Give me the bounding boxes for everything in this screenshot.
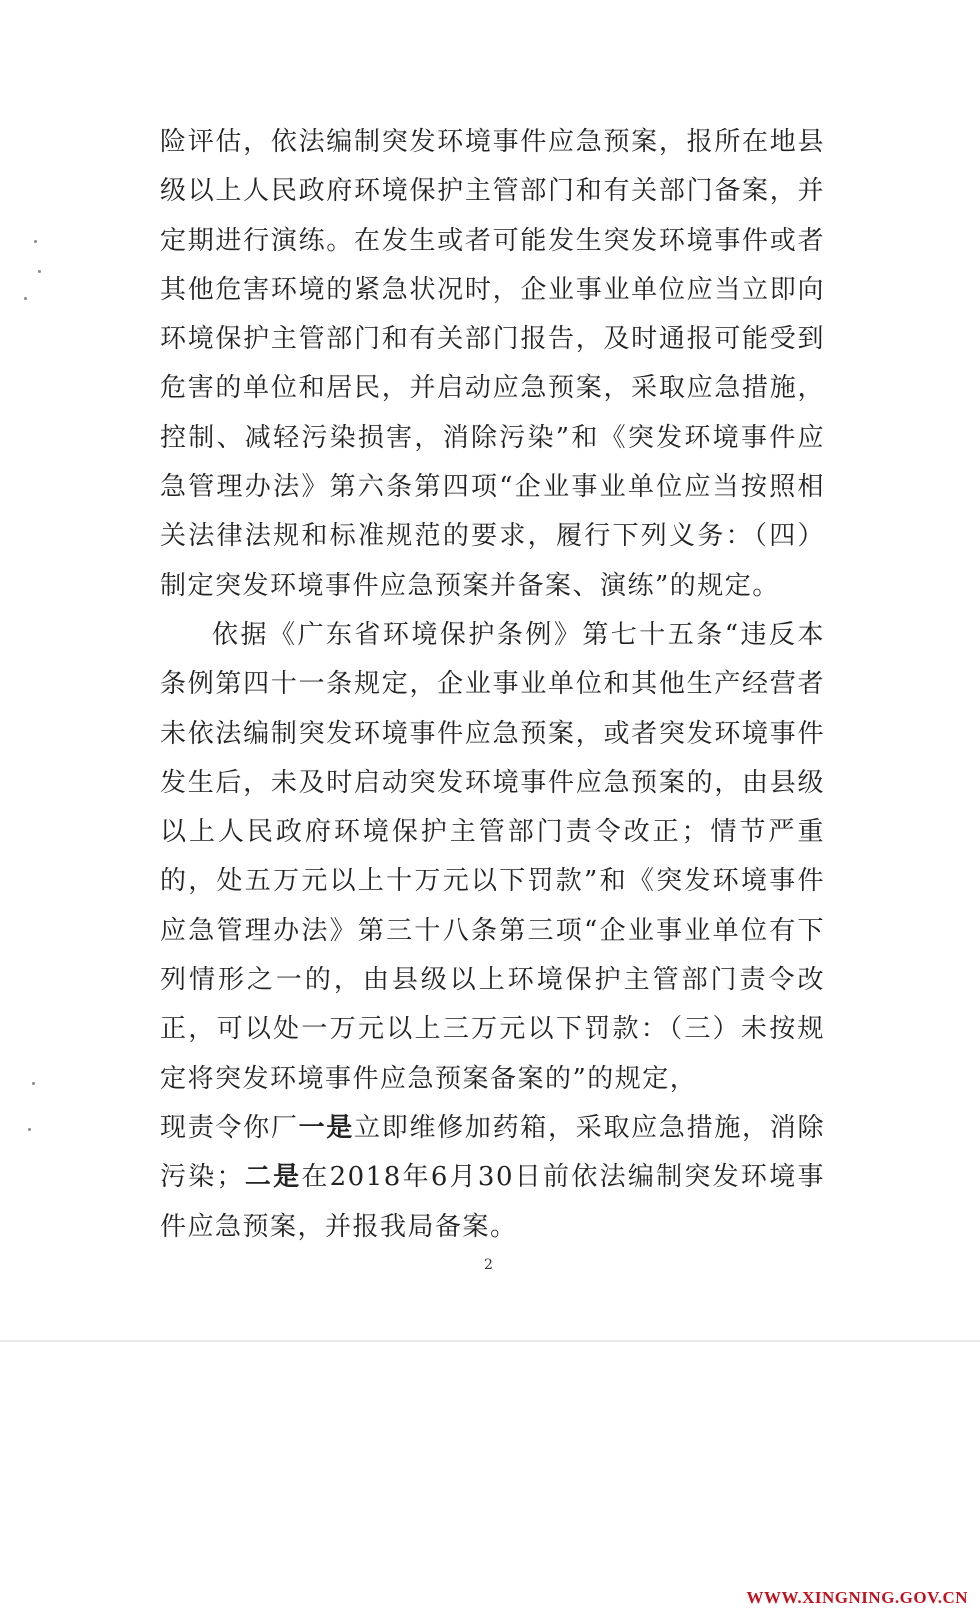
scan-speck xyxy=(32,1082,35,1085)
footer-url: WWW.XINGNING.GOV.CN xyxy=(746,1588,968,1607)
scan-edge xyxy=(0,1340,980,1342)
emphasis-first: 一是 xyxy=(298,1112,355,1143)
paragraph-3-part-c: 在2018年6月30日前依法编制突发环境事件应急预案，并报我局备案。 xyxy=(160,1162,825,1242)
paragraph-2: 依据《广东省环境保护条例》第七十五条“违反本条例第四十一条规定，企业事业单位和其他生产经营者未依法编制突发环境事件应急预案，或者突发环境事件发生后，未及时启动突发环境事件应急预案的，由县级以上人民政府环境保护主管部门责令改正；情节严重的，处五万元以上十万元以下罚款”和《突发环境事件应急管理办法》第三十八条第三项“企业事业单位有下列情形之一的，由县级以上环境保护主管部门责令改正，可以处一万元以上三万元以下罚款：（三）未按规定将突发环境事件应急预案备案的”的规定， xyxy=(160,619,825,1094)
paragraph-3-part-a: 现责令你厂 xyxy=(160,1112,299,1143)
scan-speck xyxy=(38,270,41,273)
scan-speck xyxy=(28,1128,31,1131)
page-number: 2 xyxy=(484,1257,493,1273)
emphasis-second: 二是 xyxy=(244,1162,302,1193)
document-body xyxy=(160,118,825,1252)
scan-speck xyxy=(34,240,37,243)
paragraph-1: 险评估，依法编制突发环境事件应急预案，报所在地县级以上人民政府环境保护主管部门和有关部门备案，并定期进行演练。在发生或者可能发生突发环境事件或者其他危害环境的紧急状况时，企业事业单位应当立即向环境保护主管部门和有关部门报告，及时通报可能受到危害的单位和居民，并启动应急预案，采取应急措施，控制、减轻污染损害，消除污染”和《突发环境事件应急管理办法》第六条第四项“企业事业单位应当按照相关法律法规和标准规范的要求，履行下列义务：（四）制定突发环境事件应急预案并备案、演练”的规定。 xyxy=(160,127,825,601)
scan-speck xyxy=(24,297,27,300)
paragraph-3-part-b: 立即维修加药箱，采取应急措施，消除污染； xyxy=(160,1112,825,1193)
paragraph-3 xyxy=(160,1104,825,1252)
